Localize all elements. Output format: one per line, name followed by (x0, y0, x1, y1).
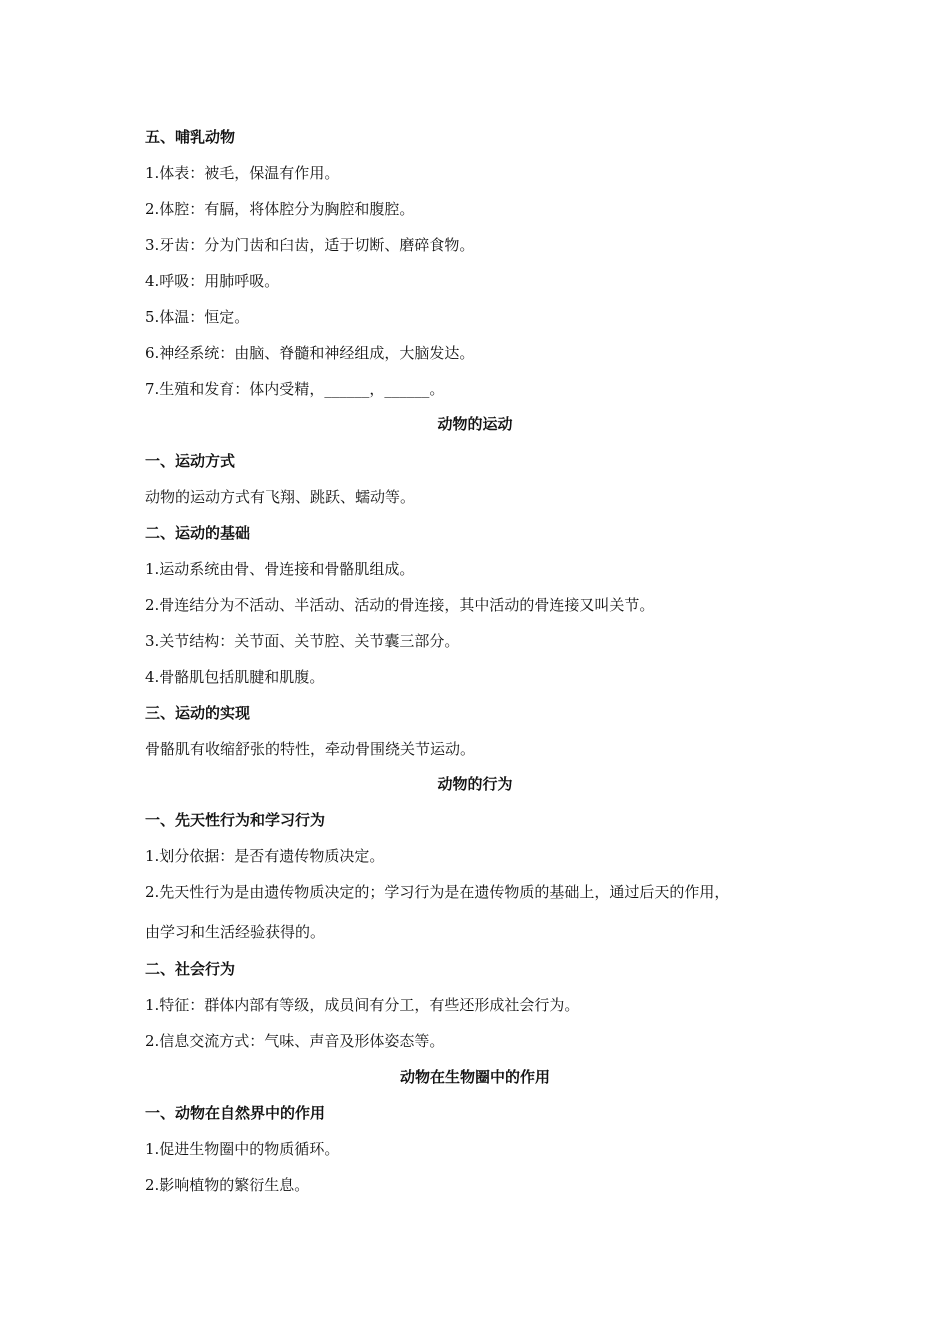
list-item: 2.骨连结分为不活动、半活动、活动的骨连接，其中活动的骨连接又叫关节。 (145, 596, 655, 614)
paragraph: 动物的运动方式有飞翔、跳跃、蠕动等。 (145, 488, 416, 506)
list-item: 2.信息交流方式：气味、声音及形体姿态等。 (145, 1032, 445, 1050)
section-heading: 二、运动的基础 (145, 524, 251, 542)
section-heading: 一、先天性行为和学习行为 (145, 811, 326, 829)
list-item: 3.关节结构：关节面、关节腔、关节囊三部分。 (145, 632, 460, 650)
list-item: 1.运动系统由骨、骨连接和骨骼肌组成。 (145, 560, 415, 578)
section-heading: 二、社会行为 (145, 960, 236, 978)
list-item: 3.牙齿：分为门齿和臼齿，适于切断、磨碎食物。 (145, 236, 475, 254)
list-item: 1.促进生物圈中的物质循环。 (145, 1140, 340, 1158)
list-item: 2.先天性行为是由遗传物质决定的；学习行为是在遗传物质的基础上，通过后天的作用， (145, 883, 730, 901)
list-item: 1.特征：群体内部有等级，成员间有分工，有些还形成社会行为。 (145, 996, 580, 1014)
section-heading: 一、动物在自然界中的作用 (145, 1104, 326, 1122)
list-item: 4.骨骼肌包括肌腱和肌腹。 (145, 668, 325, 686)
section-heading: 三、运动的实现 (145, 704, 251, 722)
list-item: 2.体腔：有膈，将体腔分为胸腔和腹腔。 (145, 200, 415, 218)
topic-title-behavior: 动物的行为 (437, 775, 513, 793)
list-item: 7.生殖和发育：体内受精，______，______。 (145, 380, 445, 398)
section-heading-mammals: 五、哺乳动物 (145, 128, 236, 146)
list-item: 5.体温：恒定。 (145, 308, 250, 326)
list-item: 1.体表：被毛，保温有作用。 (145, 164, 340, 182)
section-heading: 一、运动方式 (145, 452, 236, 470)
topic-title-role: 动物在生物圈中的作用 (399, 1068, 550, 1086)
paragraph: 骨骼肌有收缩舒张的特性，牵动骨围绕关节运动。 (145, 740, 476, 758)
list-item-continuation: 由学习和生活经验获得的。 (145, 923, 326, 941)
topic-title-movement: 动物的运动 (437, 415, 513, 433)
list-item: 6.神经系统：由脑、脊髓和神经组成，大脑发达。 (145, 344, 475, 362)
list-item: 1.划分依据：是否有遗传物质决定。 (145, 847, 385, 865)
list-item: 2.影响植物的繁衍生息。 (145, 1176, 310, 1194)
list-item: 4.呼吸：用肺呼吸。 (145, 272, 280, 290)
